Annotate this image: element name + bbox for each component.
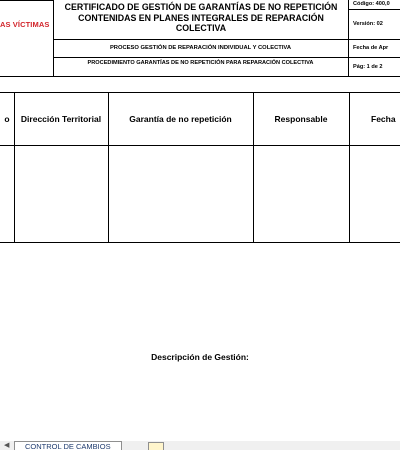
page-label: Pág: 1 de 2	[349, 58, 400, 77]
date-label: Fecha de Apr	[349, 40, 400, 58]
table-cell[interactable]	[253, 146, 349, 243]
tab-scroll-left-icon[interactable]: ◀	[4, 442, 10, 449]
table-cell[interactable]	[0, 146, 14, 243]
table-cell[interactable]	[349, 146, 400, 243]
col-header-direccion[interactable]: Dirección Territorial	[14, 92, 108, 146]
procedure-label: PROCEDIMIENTO GARANTÍAS DE NO REPETICIÓN PARA REPARACIÓN COLECTIVA	[53, 58, 349, 77]
table-cell[interactable]	[108, 146, 253, 243]
document-title: CERTIFICADO DE GESTIÓN DE GARANTÍAS DE NO REPETICIÓN CONTENIDAS EN PLANES INTEGRALES DE REPARACIÓN COLECTIVA	[64, 2, 338, 33]
col-header-responsable[interactable]: Responsable	[253, 92, 349, 146]
sheet-tab-control-cambios[interactable]: CONTROL DE CAMBIOS	[14, 441, 122, 450]
table-cell[interactable]	[14, 146, 108, 243]
process-label: PROCESO GESTIÓN DE REPARACIÓN INDIVIDUAL Y COLECTIVA	[53, 40, 349, 58]
col-header-fecha[interactable]: Fecha	[349, 92, 400, 146]
version-label: Versión: 02	[349, 10, 400, 40]
col-header-garantia[interactable]: Garantía de no repetición	[108, 92, 253, 146]
description-label: Descripción de Gestión:	[151, 352, 249, 362]
grid-line	[253, 92, 254, 243]
logo-text: AS VÍCTIMAS	[0, 20, 50, 29]
col-header-1[interactable]: o	[0, 92, 14, 146]
grid-line	[108, 92, 109, 243]
code-label: Código: 400,0	[349, 0, 400, 10]
grid-line	[349, 92, 350, 243]
grid-line	[14, 92, 15, 243]
logo-cell	[0, 0, 54, 77]
insert-sheet-icon[interactable]	[148, 442, 164, 450]
